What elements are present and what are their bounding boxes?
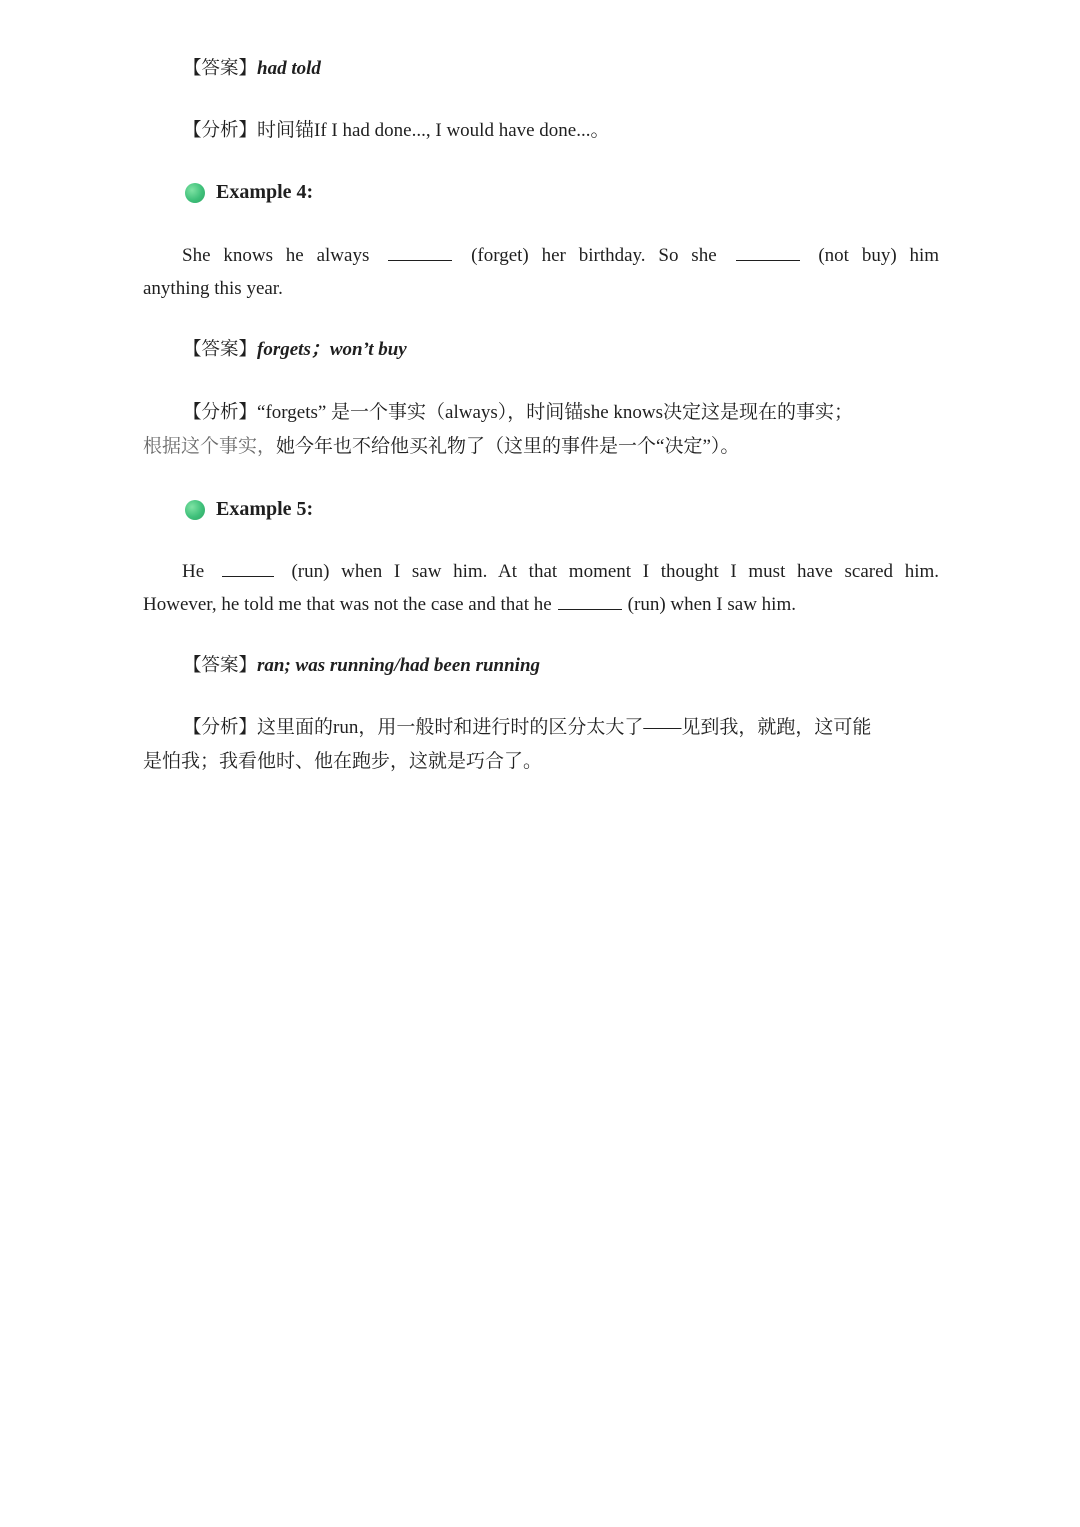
question-text: (run) when I saw him. At that moment I thought I must have scared him. [291, 561, 940, 582]
green-bullet-icon [185, 183, 205, 203]
example-4-analysis-line-2 [143, 430, 939, 463]
answer-line-1 [143, 52, 939, 85]
question-text: She knows he always [182, 245, 370, 266]
analysis-label: 【分析】 [183, 402, 258, 423]
analysis-text: “forgets” 是一个事实（always），时间锚she knows决定这是现在的事实； [257, 402, 854, 423]
analysis-text: 她今年也不给他买礼物了（这里的事件是一个“决定”）。 [276, 436, 740, 457]
example-5-heading [185, 493, 313, 526]
example-4-title: Example 4: [216, 181, 314, 203]
example-5-answer [143, 649, 939, 682]
green-bullet-icon [185, 500, 205, 520]
analysis-line-1 [143, 114, 939, 147]
answer-label: 【答案】 [183, 655, 258, 676]
question-text: (not buy) him [818, 245, 940, 266]
example-5-analysis-line-2: 是怕我；我看他时、他在跑步，这就是巧合了。 [143, 751, 543, 772]
analysis-text: 这里面的run，用一般时和进行时的区分太大了——见到我，就跑，这可能 [257, 717, 872, 738]
question-text: (run) when I saw him. [627, 594, 796, 615]
answer-text: ran; was running/had been running [257, 655, 541, 676]
example-4-question-line-1 [143, 239, 939, 272]
answer-text: had told [257, 58, 321, 79]
answer-blank [558, 591, 622, 610]
example-4-heading [185, 176, 313, 209]
analysis-text-gray: 根据这个事实， [143, 436, 277, 457]
answer-text: forgets；won’t buy [257, 339, 407, 360]
example-5-question-line-2 [143, 588, 939, 621]
answer-blank [736, 242, 800, 261]
analysis-label: 【分析】 [183, 120, 258, 141]
answer-label: 【答案】 [183, 58, 258, 79]
example-5-analysis-line-1 [143, 711, 939, 744]
example-4-question-line-2: anything this year. [143, 278, 283, 299]
example-5-question-line-1 [143, 555, 939, 588]
analysis-text: 时间锚If I had done..., I would have done...。 [257, 120, 610, 141]
answer-label: 【答案】 [183, 339, 258, 360]
question-text: However, he told me that was not the case and that he [143, 594, 552, 615]
answer-blank [222, 558, 274, 577]
question-text: (forget) her birthday. So she [471, 245, 717, 266]
answer-blank [388, 242, 452, 261]
question-text: He [182, 561, 205, 582]
example-4-answer [143, 333, 939, 366]
example-4-analysis-line-1 [143, 396, 939, 429]
example-5-title: Example 5: [216, 498, 314, 520]
analysis-label: 【分析】 [183, 717, 258, 738]
